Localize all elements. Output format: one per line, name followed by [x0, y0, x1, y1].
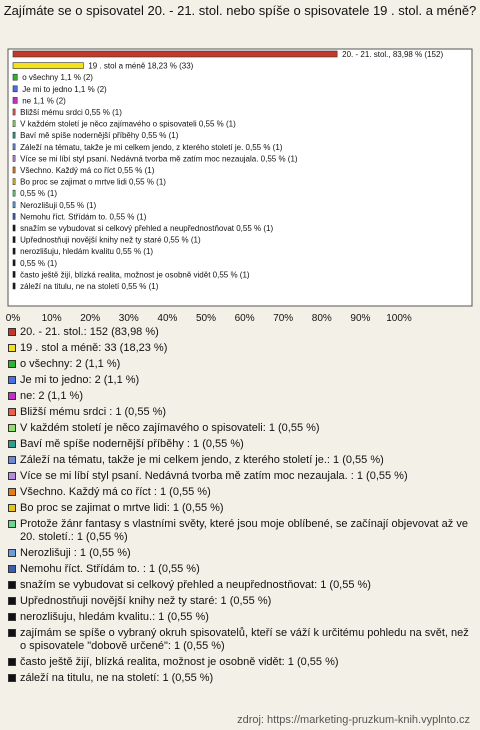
legend-swatch-19 — [8, 658, 16, 666]
legend-swatch-4 — [8, 392, 16, 400]
bar-4 — [13, 97, 17, 103]
bar-label-5: Bližší mému srdci 0,55 % (1) — [20, 108, 122, 117]
legend-label-11: Bo proc se zajimat o mrtve lidi: 1 (0,55 %) — [20, 502, 224, 514]
legend-swatch-2 — [8, 360, 16, 368]
legend-entry-7 — [8, 438, 476, 451]
bar-label-13: Nerozlišuji 0,55 % (1) — [20, 200, 97, 210]
bar-7 — [13, 132, 15, 138]
legend-swatch-18 — [8, 629, 16, 637]
bar-17 — [13, 248, 15, 254]
legend-entry-0 — [8, 326, 476, 339]
bar-label-18: 0,55 % (1) — [20, 258, 58, 268]
legend-swatch-16 — [8, 597, 16, 605]
chart-title: Zajímáte se o spisovatel 20. - 21. stol. nebo spíše o spisovatele 19 . stol. a méně? — [3, 3, 477, 18]
bar-1 — [13, 63, 83, 69]
legend-entry-14 — [8, 563, 476, 576]
legend-swatch-8 — [8, 456, 16, 464]
legend-label-12: Protože žánr fantasy s vlastními světy, které jsou moje oblíbené, se začínají objevovat až ve 20. století.: 1 (0,55 %) — [20, 518, 468, 543]
source-link[interactable]: zdroj: https://marketing-pruzkum-knih.vyplnto.cz — [237, 714, 470, 726]
legend-label-10: Všechno. Každý má co říct : 1 (0,55 %) — [20, 486, 211, 498]
bar-label-1: 19 . stol a méně 18,23 % (33) — [88, 61, 194, 71]
legend-label-15: snažím se vybudovat si celkový přehled a neupřednostňovat: 1 (0,55 %) — [20, 579, 371, 591]
legend-swatch-12 — [8, 520, 16, 528]
x-tick-1: 10% — [41, 313, 62, 324]
x-tick-6: 60% — [234, 313, 255, 324]
bar-6 — [13, 121, 15, 127]
bar-label-14: Nemohu říct. Střídám to. 0,55 % (1) — [20, 212, 147, 222]
bar-label-16: Upřednostňuji novější knihy než ty staré 0,55 % (1) — [20, 235, 201, 245]
legend-entry-12 — [8, 518, 476, 544]
legend-label-14: Nemohu říct. Střídám to. : 1 (0,55 %) — [20, 563, 200, 575]
bar-label-9: Více se mi líbí styl psaní. Nedávná tvorba mě zatím moc nezaujala. 0,55 % (1) — [20, 154, 298, 164]
x-tick-7: 70% — [273, 313, 294, 324]
legend-label-20: záleží na titulu, ne na století: 1 (0,55 %) — [20, 672, 214, 684]
bar-10 — [13, 167, 15, 173]
bar-0 — [13, 51, 337, 57]
legend-entry-8 — [8, 454, 476, 467]
legend-swatch-1 — [8, 344, 16, 352]
x-tick-0: 0% — [5, 313, 21, 324]
bar-label-4: ne 1,1 % (2) — [22, 96, 66, 106]
bar-18 — [13, 260, 15, 266]
legend-label-9: Více se mi líbí styl psaní. Nedávná tvorba mě zatím moc nezaujala. : 1 (0,55 %) — [20, 470, 408, 482]
bar-3 — [13, 86, 17, 92]
x-tick-9: 90% — [350, 313, 371, 324]
bar-label-20: záleží na titulu, ne na století 0,55 % (1) — [20, 282, 159, 291]
legend-label-7: Baví mě spíše nodernější příběhy : 1 (0,55 %) — [20, 438, 244, 450]
chart-legend — [8, 326, 476, 688]
legend-swatch-11 — [8, 504, 16, 512]
bar-19 — [13, 271, 15, 277]
legend-entry-4 — [8, 390, 476, 403]
bar-8 — [13, 144, 15, 150]
legend-label-2: o všechny: 2 (1,1 %) — [20, 358, 121, 370]
x-tick-2: 20% — [80, 313, 101, 324]
legend-entry-18 — [8, 627, 476, 653]
legend-label-8: Záleží na tématu, takže je mi celkem jendo, z kterého století je.: 1 (0,55 %) — [20, 454, 384, 466]
legend-entry-10 — [8, 486, 476, 499]
legend-swatch-3 — [8, 376, 16, 384]
legend-entry-19 — [8, 656, 476, 669]
legend-swatch-0 — [8, 328, 16, 336]
bar-chart — [0, 44, 480, 324]
x-tick-4: 40% — [157, 313, 178, 324]
legend-entry-16 — [8, 595, 476, 608]
legend-swatch-17 — [8, 613, 16, 621]
legend-swatch-9 — [8, 472, 16, 480]
legend-label-3: Je mi to jedno: 2 (1,1 %) — [20, 374, 140, 386]
legend-entry-9 — [8, 470, 476, 483]
legend-label-19: často ještě žijí, blízká realita, možnost je osobně vidět: 1 (0,55 %) — [20, 656, 339, 668]
x-tick-10: 100% — [386, 313, 412, 324]
bar-16 — [13, 237, 15, 243]
bar-label-10: Všechno. Každý má co říct 0,55 % (1) — [20, 166, 155, 175]
bar-label-7: Baví mě spíše nodernější příběhy 0,55 % (1) — [20, 131, 179, 141]
legend-label-13: Nerozlišuji : 1 (0,55 %) — [20, 547, 131, 559]
legend-entry-6 — [8, 422, 476, 435]
legend-entry-5 — [8, 406, 476, 419]
bar-14 — [13, 213, 15, 219]
legend-label-17: nerozlišuju, hledám kvalitu.: 1 (0,55 %) — [20, 611, 209, 623]
legend-label-4: ne: 2 (1,1 %) — [20, 390, 83, 402]
bar-15 — [13, 225, 15, 231]
bar-9 — [13, 155, 15, 161]
bar-5 — [13, 109, 15, 115]
legend-label-16: Upřednostňuji novější knihy než ty staré: 1 (0,55 %) — [20, 595, 272, 607]
x-tick-5: 50% — [195, 313, 217, 324]
bar-label-19: často ještě žijí, blízká realita, možnost je osobně vidět 0,55 % (1) — [20, 270, 250, 280]
legend-label-1: 19 . stol a méně: 33 (18,23 %) — [20, 342, 168, 354]
legend-swatch-10 — [8, 488, 16, 496]
bar-label-8: Záleží na tématu, takže je mi celkem jendo, z kterého století je. 0,55 % (1) — [20, 142, 283, 152]
bar-13 — [13, 202, 15, 208]
legend-swatch-14 — [8, 565, 16, 573]
bar-12 — [13, 190, 15, 196]
bar-2 — [13, 74, 17, 80]
legend-swatch-6 — [8, 424, 16, 432]
bar-label-0: 20. - 21. stol., 83,98 % (152) — [342, 50, 444, 59]
legend-swatch-7 — [8, 440, 16, 448]
legend-label-6: V každém století je něco zajímavého o spisovateli: 1 (0,55 %) — [20, 422, 320, 434]
legend-label-0: 20. - 21. stol.: 152 (83,98 %) — [20, 326, 159, 338]
bar-11 — [13, 179, 15, 185]
legend-entry-1 — [8, 342, 476, 355]
bar-label-2: o všechny 1,1 % (2) — [22, 73, 93, 83]
legend-swatch-15 — [8, 581, 16, 589]
legend-swatch-20 — [8, 674, 16, 682]
legend-entry-3 — [8, 374, 476, 387]
legend-entry-13 — [8, 547, 476, 560]
bar-label-11: Bo proc se zajimat o mrtve lidi 0,55 % (1) — [20, 177, 166, 187]
legend-entry-20 — [8, 672, 476, 685]
bar-label-6: V každém století je něco zajímavého o spisovateli 0,55 % (1) — [20, 119, 236, 129]
bar-20 — [13, 283, 15, 289]
legend-entry-2 — [8, 358, 476, 371]
x-tick-8: 80% — [311, 313, 332, 324]
legend-entry-15 — [8, 579, 476, 592]
bar-label-3: Je mi to jedno 1,1 % (2) — [22, 84, 107, 94]
bar-label-12: 0,55 % (1) — [20, 189, 58, 199]
bar-label-15: snažím se vybudovat si celkový přehled a neupřednostňovat 0,55 % (1) — [20, 224, 274, 233]
legend-label-18: zajímám se spíše o vybraný okruh spisovatelů, kteří se váží k určitému pohledu na svět, než o spisovatele "dobově určené": 1 (0,55 %) — [20, 627, 469, 652]
bar-label-17: nerozlišuju, hledám kvalitu 0,55 % (1) — [20, 247, 154, 257]
legend-label-5: Bližší mému srdci : 1 (0,55 %) — [20, 406, 167, 418]
legend-entry-11 — [8, 502, 476, 515]
legend-swatch-13 — [8, 549, 16, 557]
x-tick-3: 30% — [118, 313, 139, 324]
legend-entry-17 — [8, 611, 476, 624]
legend-swatch-5 — [8, 408, 16, 416]
